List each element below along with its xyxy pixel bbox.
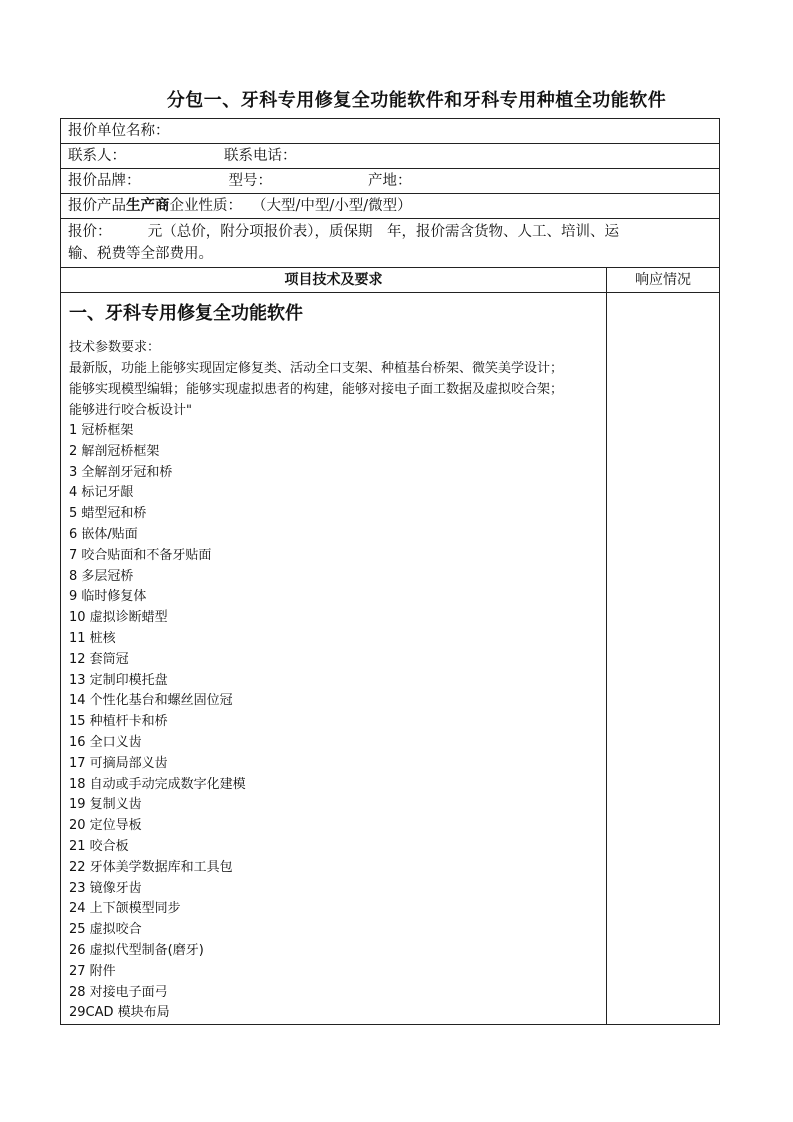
desc-line: 能够进行咬合板设计" <box>69 403 192 418</box>
quotation-table <box>60 118 720 1025</box>
list-item: 11 桩核 <box>69 630 116 646</box>
price-line-1: 报价： 元（总价，附分项报价表），质保期 年，报价需含货物、人工、培训、运 <box>68 224 619 240</box>
unit-label: 报价单位名称： <box>68 123 170 139</box>
nature-bold: 生产商 <box>126 198 170 214</box>
unit-field[interactable] <box>61 119 720 144</box>
nature-prefix: 报价产品 <box>68 198 126 214</box>
list-item: 12 套筒冠 <box>69 651 129 667</box>
contact-label: 联系人： <box>68 148 126 164</box>
list-item: 13 定制印模托盘 <box>69 672 168 688</box>
list-item: 27 附件 <box>69 963 116 979</box>
desc-line: 能够实现模型编辑；能够实现虚拟患者的构建，能够对接电子面工数据及虚拟咬合架； <box>69 382 564 397</box>
list-item: 26 虚拟代型制备(磨牙) <box>69 942 204 958</box>
contact-row <box>61 144 720 169</box>
list-item: 10 虚拟诊断蜡型 <box>69 610 168 626</box>
response-header: 响应情况 <box>607 268 720 293</box>
price-line-2: 输、税费等全部费用。 <box>68 246 213 262</box>
phone-label: 联系电话： <box>224 148 297 164</box>
requirements-header: 项目技术及要求 <box>61 268 607 293</box>
unit-row <box>61 119 720 144</box>
model-label: 型号： <box>228 173 272 189</box>
nature-options: （大型/中型/小型/微型） <box>252 198 412 214</box>
response-cell[interactable] <box>607 293 720 1025</box>
section-title: 一、牙科专用修复全功能软件 <box>69 303 303 324</box>
params-label: 技术参数要求： <box>69 340 161 355</box>
list-item: 29CAD 模块布局 <box>69 1005 170 1021</box>
nature-suffix: 企业性质： <box>169 198 242 214</box>
list-item: 8 多层冠桥 <box>69 568 134 584</box>
list-item: 20 定位导板 <box>69 818 142 834</box>
brand-label: 报价品牌： <box>68 173 141 189</box>
brand-field[interactable] <box>61 169 720 194</box>
list-item: 5 蜡型冠和桥 <box>69 506 147 522</box>
contact-field[interactable] <box>61 144 720 169</box>
list-item: 2 解剖冠桥框架 <box>69 443 160 459</box>
page-title: 分包一、牙科专用修复全功能软件和牙科专用种植全功能软件 <box>166 90 667 111</box>
list-item: 28 对接电子面弓 <box>69 984 168 1000</box>
origin-label: 产地： <box>368 173 412 189</box>
list-item: 17 可摘局部义齿 <box>69 755 168 771</box>
brand-row <box>61 169 720 194</box>
nature-field[interactable] <box>61 194 720 219</box>
list-item: 6 嵌体/贴面 <box>69 526 138 542</box>
list-item: 21 咬合板 <box>69 838 129 854</box>
list-item: 14 个性化基台和螺丝固位冠 <box>69 693 233 709</box>
list-item: 18 自动或手动完成数字化建模 <box>69 776 246 792</box>
list-item: 23 镜像牙齿 <box>69 880 142 896</box>
list-item: 22 牙体美学数据库和工具包 <box>69 859 233 875</box>
requirements-cell <box>61 293 607 1025</box>
list-item: 16 全口义齿 <box>69 734 142 750</box>
desc-line: 最新版，功能上能够实现固定修复类、活动全口支架、种植基台桥架、微笑美学设计； <box>69 361 564 376</box>
list-item: 24 上下颌模型同步 <box>69 901 181 917</box>
list-item: 9 临时修复体 <box>69 589 147 605</box>
list-item: 15 种植杆卡和桥 <box>69 714 168 730</box>
nature-row <box>61 194 720 219</box>
header-row <box>61 268 720 293</box>
list-item: 19 复制义齿 <box>69 797 142 813</box>
list-item: 1 冠桥框架 <box>69 423 134 438</box>
list-item: 4 标记牙龈 <box>69 485 134 501</box>
items-list <box>69 421 598 1024</box>
list-item: 3 全解剖牙冠和桥 <box>69 464 173 480</box>
price-row <box>61 219 720 268</box>
price-field[interactable] <box>61 219 720 268</box>
list-item: 25 虚拟咬合 <box>69 922 142 938</box>
content-row <box>61 293 720 1025</box>
list-item: 7 咬合贴面和不备牙贴面 <box>69 547 212 563</box>
